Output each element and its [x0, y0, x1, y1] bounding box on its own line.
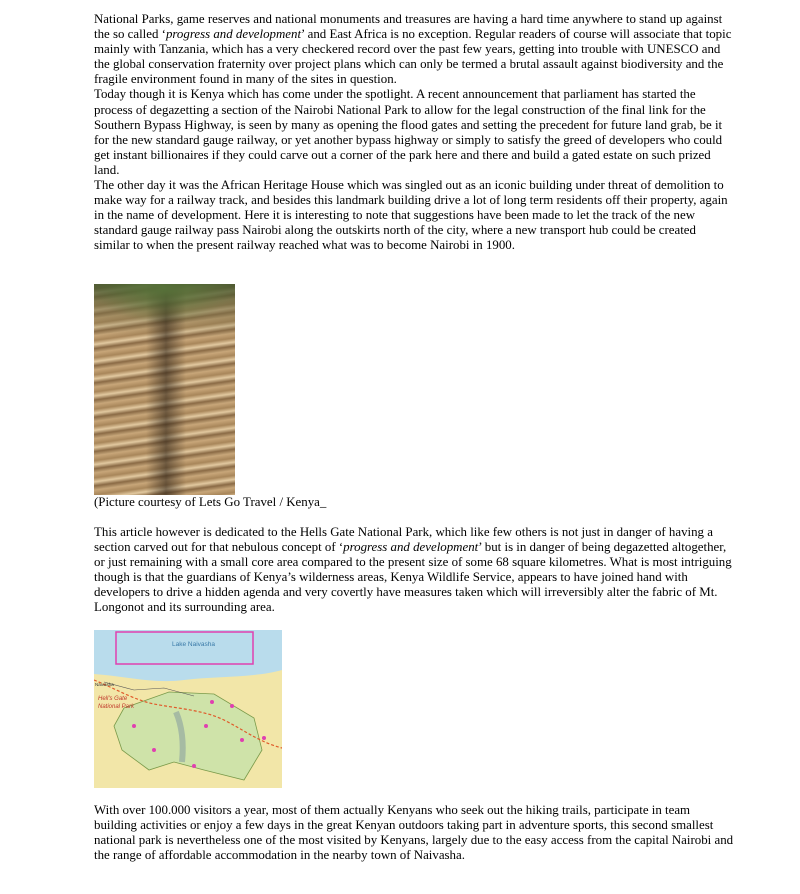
map-marker — [210, 700, 214, 704]
emphasis-progress: progress and development — [165, 27, 302, 42]
paragraph-intro — [94, 12, 734, 87]
article-page — [94, 12, 734, 864]
spacer — [94, 510, 734, 525]
map-town-label: Naivasha — [95, 682, 114, 688]
map-marker — [240, 738, 244, 742]
emphasis-progress-2: progress and development — [343, 539, 479, 554]
paragraph-hells-gate-text-2: ’ but is in danger of being degazetted altogether, or just remaining with a small core area compared to the present size of some 68 square kilometres. What is most intriguing though is that the guardians of Kenya’s wilderness areas, Kenya Wildlife Service, appears to have joined hand with developers to drive a hidden agenda and very covertly have measures taken which will irreversibly alter the fabric of Mt. Longonot and its surrounding area. — [94, 539, 732, 615]
paragraph-intro-text-2: ’ and East Africa is no exception. Regular readers of course will associate that topic mainly with Tanzania, which has a very checkered record over the past few years, getting into trouble with UNESCO and the global conservation fraternity over project plans which can only be termed a brutal assault against biodiversity and the fragile environment found in many of the sites in question. — [94, 27, 732, 87]
paragraph-intro-text: National Parks, game reserves and national monuments and treasures are having a hard time anywhere to stand up against the so called ‘ — [94, 12, 723, 42]
map-marker — [230, 704, 234, 708]
hells-gate-map — [94, 630, 282, 788]
spacer — [94, 254, 734, 269]
paragraph-visitors: With over 100.000 visitors a year, most of them actually Kenyans who seek out the hiking trails, participate in team building activities or enjoy a few days in the great Kenyan outdoors taking part in adventure sports, this second smallest national park is nevertheless one of the most visited by Kenyans, largely due to the easy access from the capital Nairobi and the range of affordable accommodation in the nearby town of Naivasha. — [94, 803, 734, 863]
map-marker — [192, 764, 196, 768]
photo-caption: (Picture courtesy of Lets Go Travel / Kenya_ — [94, 494, 327, 509]
gorge-photo — [94, 284, 235, 495]
paragraph-kenya: Today though it is Kenya which has come under the spotlight. A recent announcement that parliament has started the process of degazetting a section of the Nairobi National Park to allow for the legal construction of the final link for the Southern Bypass Highway, is seen by many as opening the flood gates and setting the precedent for future land grab, be it for the new standard gauge railway, or yet another bypass highway or simply to satisfy the greed of developers who could get instant billionaires if they could carve out a corner of the park here and there and build a gated estate on such prized land. — [94, 87, 723, 177]
paragraph-hells-gate — [94, 525, 734, 616]
map-marker — [132, 724, 136, 728]
paragraph-hells-gate-text: This article however is dedicated to the Hells Gate National Park, which like few others is not just in danger of having a section carved out for that nebulous concept of ‘ — [94, 524, 713, 554]
spacer — [94, 615, 734, 630]
map-park-label-2: National Park — [98, 704, 135, 711]
map-marker — [262, 736, 266, 740]
spacer — [94, 788, 734, 803]
map-marker — [152, 748, 156, 752]
map-lake — [94, 630, 282, 681]
map-marker — [204, 724, 208, 728]
map-lake-label: Lake Naivasha — [172, 641, 215, 649]
map-park-label-1: Hell's Gate — [98, 696, 128, 703]
spacer — [94, 269, 734, 284]
paragraph-heritage-house: The other day it was the African Heritage House which was singled out as an iconic building under threat of demolition to make way for a railway track, and besides this landmark building drive a lot of long term residents off their property, again in the name of development. Here it is interesting to note that suggestions have been made to let the track of the new standard gauge railway pass Nairobi along the outskirts north of the city, where a new transport hub could be created similar to when the present railway reached what was to become Nairobi in 1900. — [94, 178, 728, 253]
